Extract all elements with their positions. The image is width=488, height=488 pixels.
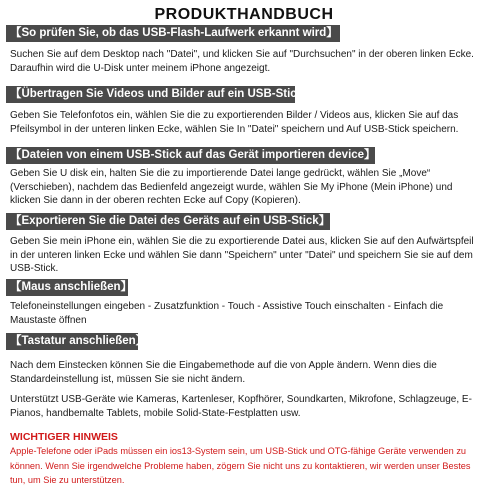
warning-text: Apple-Telefone oder iPads müssen ein ios13-System sein, um USB-Stick und OTG-fähige Geräte verwenden zu können. Wenn Sie irgendwelche Probleme haben, zögern Sie nicht uns zu kontaktieren, wir werden unser Bestes tun, um Sie zu unterstützen.: [10, 446, 471, 485]
section-heading-check-usb: 【So prüfen Sie, ob das USB-Flash-Laufwerk erkannt wird】: [6, 25, 340, 42]
section-heading-keyboard: 【Tastatur anschließen】: [6, 333, 138, 350]
section-text-import-files: Geben Sie U disk ein, halten Sie die zu importierende Datei lange gedrückt, wählen Sie „Move“ (Verschieben), nachdem das Bedienfeld angezeigt wurde, wählen Sie My iPhone (Mein iPhone) und klicken Sie dann in der oberen rechten Ecke auf Copy (Kopieren).: [10, 168, 453, 206]
section-heading-transfer-media: 【Übertragen Sie Videos und Bilder auf ein USB-Stick】: [6, 86, 295, 103]
warning-title: WICHTIGER HINWEIS: [10, 431, 118, 443]
section-text-keyboard: Nach dem Einstecken können Sie die Eingabemethode auf die von Apple ändern. Wenn dies die Standardeinstellung ist, müssen Sie sie nicht ändern.: [10, 360, 437, 385]
section-text-mouse: Telefoneinstellungen eingeben - Zusatzfunktion - Touch - Assistive Touch einschalten - Einfach die Maustaste öffnen: [10, 301, 444, 326]
section-text-export-files: Geben Sie mein iPhone ein, wählen Sie die zu exportierende Datei aus, klicken Sie auf den Aufwärtspfeil in der unteren linken Ecke und wählen Sie dann "Speichern" unter "Datei" und speichern Sie sie auf dem USB-Stick.: [10, 236, 474, 274]
section-text-check-usb: Suchen Sie auf dem Desktop nach "Datei", und klicken Sie auf "Durchsuchen" in der oberen linken Ecke. Daraufhin wird die U-Disk unter meinem iPhone angezeigt.: [10, 49, 474, 74]
page-title: PRODUKTHANDBUCH: [154, 6, 334, 23]
section-heading-mouse: 【Maus anschließen】: [6, 279, 128, 296]
section-heading-import-files: 【Dateien von einem USB-Stick auf das Gerät importieren device】: [6, 147, 375, 164]
section-heading-export-files: 【Exportieren Sie die Datei des Geräts auf ein USB-Stick】: [6, 213, 330, 230]
section-text-transfer-media: Geben Sie Telefonfotos ein, wählen Sie die zu exportierenden Bilder / Videos aus, klicken Sie auf das Pfeilsymbol in der unteren linken Ecke, wählen Sie In "Datei" speichern und Auf USB-Stick speichern.: [10, 110, 459, 135]
supported-devices-text: Unterstützt USB-Geräte wie Kameras, Kartenleser, Kopfhörer, Soundkarten, Mikrofone, Schlagzeuge, E-Pianos, handbemalte Tablets, mobile Solid-State-Festplatten usw.: [10, 394, 472, 419]
